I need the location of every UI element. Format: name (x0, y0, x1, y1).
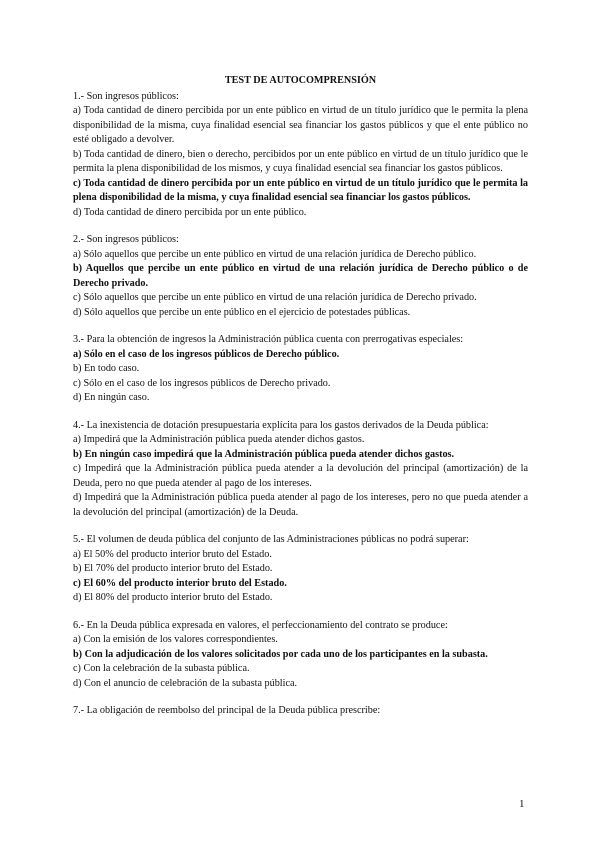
question-text: 4.- La inexistencia de dotación presupuestaria explícita para los gastos derivados de la Deuda pública: (73, 419, 489, 431)
answer-option: d) Impedirá que la Administración pública pueda atender al pago de los intereses, pero no que pueda atender a la devolución del principal (amortización) de la Deuda. (73, 492, 528, 518)
answer-option: d) En ningún caso. (73, 392, 150, 403)
answer-option: d) Con el anuncio de celebración de la subasta pública. (73, 677, 298, 689)
answer-option: a) Impedirá que la Administración pública pueda atender dichos gastos. (73, 434, 365, 445)
answer-option-correct: c) Toda cantidad de dinero percibida por un ente público en virtud de un título jurídico que le permita la plena disponibilidad de la misma, y cuya finalidad esencial sea financiar los gastos públicos. (73, 177, 528, 203)
question-6 (73, 619, 528, 692)
question-4 (73, 419, 528, 521)
answer-option-correct: b) Aquellos que percibe un ente público en virtud de una relación jurídica de Derecho público o de Derecho privado. (73, 263, 528, 289)
page-number: 1 (519, 798, 525, 810)
question-text: 5.- El volumen de deuda pública del conjunto de las Administraciones públicas no podrá superar: (73, 534, 469, 545)
answer-option: a) El 50% del producto interior bruto del Estado. (73, 548, 272, 560)
question-1 (73, 90, 528, 221)
document-title: TEST DE AUTOCOMPRENSIÓN (224, 75, 377, 86)
question-list (73, 90, 528, 719)
answer-option: c) Impedirá que la Administración pública pueda atender a la devolución del principal (amortización) de la Deuda, pero no que pueda atender al pago de los intereses. (73, 463, 528, 489)
question-text: 3.- Para la obtención de ingresos la Administración pública cuenta con prerrogativas especiales: (73, 334, 464, 345)
answer-option: d) El 80% del producto interior bruto del Estado. (73, 592, 273, 603)
question-text: 7.- La obligación de reembolso del principal de la Deuda pública prescribe: (73, 705, 381, 716)
answer-option: a) Sólo aquellos que percibe un ente público en virtud de una relación jurídica de Derecho público. (73, 248, 477, 260)
answer-option: c) Con la celebración de la subasta pública. (73, 663, 250, 674)
answer-option: c) Sólo en el caso de los ingresos públicos de Derecho privado. (73, 377, 331, 389)
document-content (73, 74, 528, 732)
question-3 (73, 333, 528, 406)
question-5 (73, 533, 528, 606)
answer-option-correct: b) Con la adjudicación de los valores solicitados por cada uno de los participantes en la subasta. (73, 648, 488, 660)
question-text: 6.- En la Deuda pública expresada en valores, el perfeccionamiento del contrato se produce: (73, 619, 448, 631)
answer-option-correct: b) En ningún caso impedirá que la Administración pública pueda atender dichos gastos. (73, 448, 455, 460)
answer-option-correct: c) El 60% del producto interior bruto del Estado. (73, 577, 287, 589)
question-2 (73, 233, 528, 320)
answer-option: b) Toda cantidad de dinero, bien o derecho, percibidos por un ente público en virtud de un título jurídico que le permita la plena disponibilidad de los mismos, y cuya finalidad esencial sea financiar los gastos públicos. (73, 148, 528, 174)
question-7 (73, 704, 528, 719)
question-text: 2.- Son ingresos públicos: (73, 234, 179, 245)
answer-option: a) Toda cantidad de dinero percibida por un ente público en virtud de un título jurídico que le permita la plena disponibilidad de la misma, cuya finalidad esencial sea financiar los gastos públicos y que el ente público no esté obligado a devolver. (73, 105, 528, 145)
answer-option: b) En todo caso. (73, 363, 140, 374)
answer-option: c) Sólo aquellos que percibe un ente público en virtud de una relación jurídica de Derecho privado. (73, 292, 477, 303)
answer-option-correct: a) Sólo en el caso de los ingresos públicos de Derecho público. (73, 348, 340, 360)
answer-option: a) Con la emisión de los valores correspondientes. (73, 634, 278, 645)
answer-option: d) Sólo aquellos que percibe un ente público en el ejercicio de potestades públicas. (73, 306, 411, 318)
answer-option: d) Toda cantidad de dinero percibida por un ente público. (73, 206, 307, 218)
answer-option: b) El 70% del producto interior bruto del Estado. (73, 563, 273, 574)
question-text: 1.- Son ingresos públicos: (73, 90, 179, 102)
